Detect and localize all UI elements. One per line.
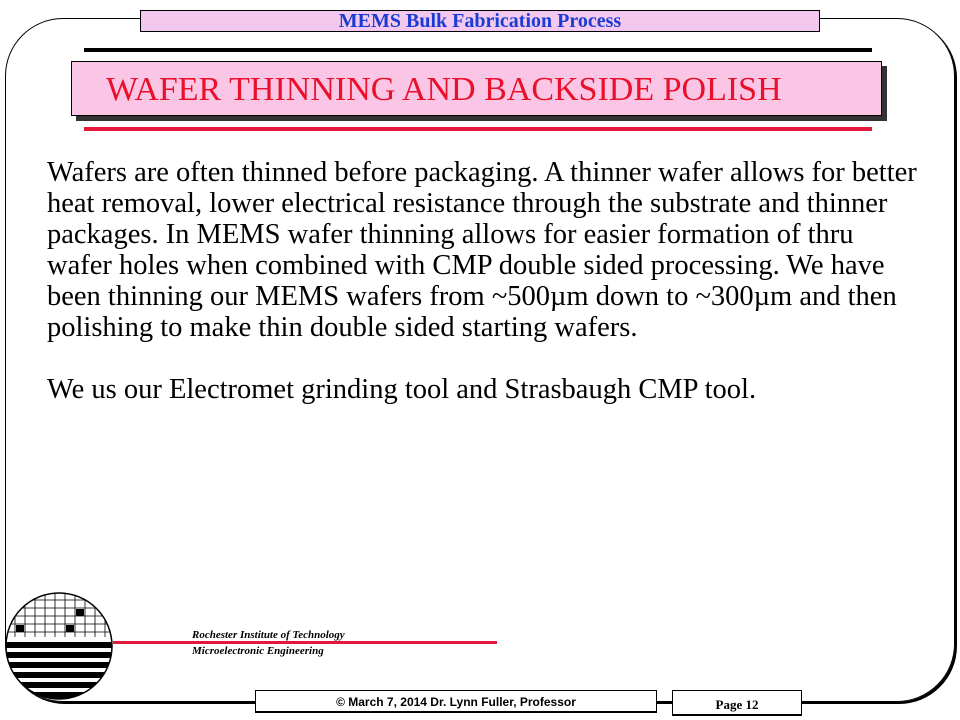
paragraph-gap [47, 343, 917, 374]
wafer-logo-icon [5, 592, 113, 700]
header-divider [84, 48, 872, 52]
body-paragraph-1: Wafers are often thinned before packaging. A thinner wafer allows for better heat removal, lower electrical resistance through the substrate and thinner packages. In MEMS wafer thinning allows for easier formation of thru wafer holes when combined with CMP double sided processing. We have been thinning our MEMS wafers from ~500µm down to ~300µm and then polishing to make thin double sided starting wafers. [47, 157, 917, 343]
page-number: Page 12 [672, 690, 802, 716]
institution-label [192, 627, 345, 659]
body-paragraph-2: We us our Electromet grinding tool and Strasbaugh CMP tool. [47, 374, 757, 405]
title-divider [84, 127, 872, 131]
slide-title: WAFER THINNING AND BACKSIDE POLISH [71, 61, 882, 116]
department-name: Microelectronic Engineering [192, 645, 324, 657]
footer-copyright: © March 7, 2014 Dr. Lynn Fuller, Professor [255, 690, 657, 713]
slide-body [47, 157, 917, 405]
header-title: MEMS Bulk Fabrication Process [140, 10, 820, 32]
institution-name: Rochester Institute of Technology [192, 629, 345, 641]
